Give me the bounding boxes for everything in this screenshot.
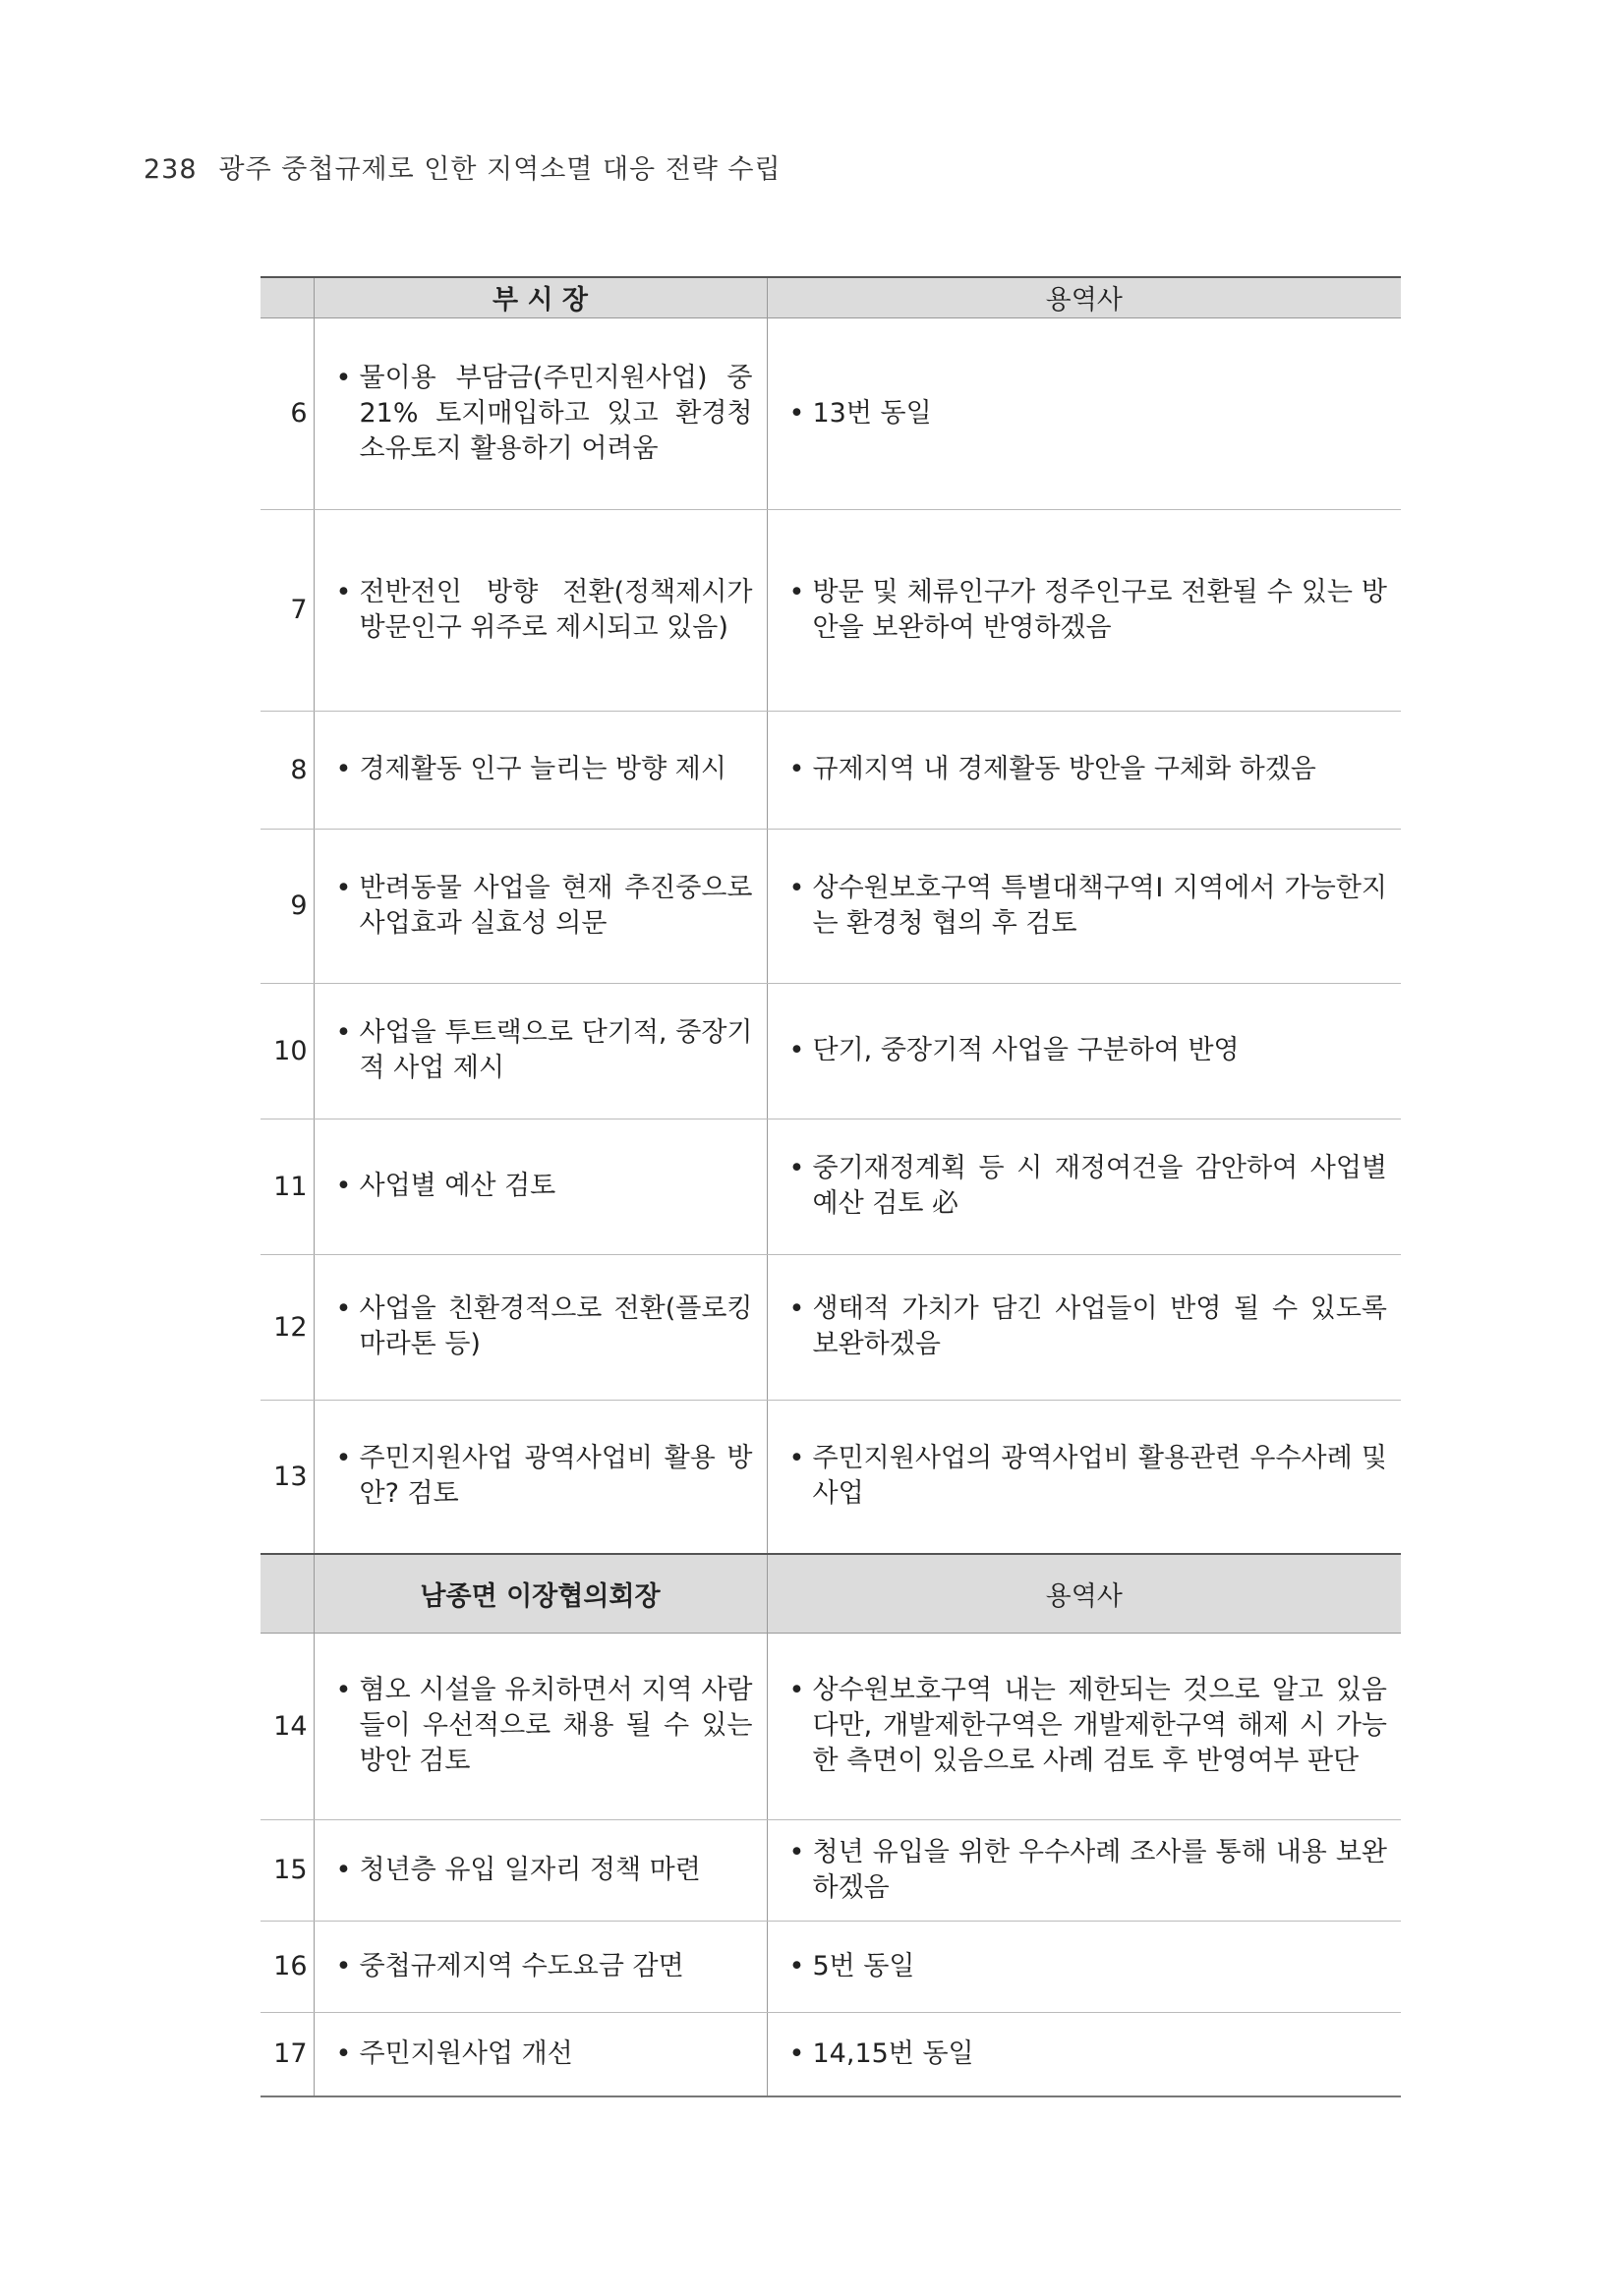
header-speaker: 남종면 이장협의회장 — [314, 1554, 767, 1633]
response-cell — [767, 2012, 1401, 2096]
opinion-cell — [314, 711, 767, 829]
section-header — [261, 1554, 1401, 1633]
opinion-text: 전반전인 방향 전환(정책제시가 방문인구 위주로 제시되고 있음) — [359, 576, 753, 643]
table-row — [261, 1921, 1401, 2012]
bullet-icon: • — [335, 1950, 352, 1981]
bullet-icon: • — [335, 754, 352, 784]
bullet-icon: • — [788, 397, 805, 429]
opinion-text: 주민지원사업 개선 — [359, 2038, 573, 2069]
row-number: 15 — [261, 1819, 314, 1921]
bullet-icon: • — [335, 1293, 352, 1324]
page-number: 238 — [144, 154, 198, 185]
opinion-text: 사업별 예산 검토 — [359, 1171, 556, 1201]
table-row — [261, 1119, 1401, 1254]
bullet-icon: • — [788, 576, 805, 607]
row-number: 8 — [261, 711, 314, 829]
bullet-icon: • — [788, 1153, 805, 1183]
bullet-icon: • — [335, 1443, 352, 1474]
bullet-icon: • — [788, 1035, 805, 1065]
table-row — [261, 509, 1401, 711]
section-header — [261, 277, 1401, 317]
response-text: 5번 동일 — [812, 1950, 915, 1981]
header-respondent: 용역사 — [767, 277, 1401, 317]
table-row — [261, 1400, 1401, 1554]
opinion-cell — [314, 1400, 767, 1554]
opinion-cell — [314, 829, 767, 983]
row-number: 16 — [261, 1921, 314, 2012]
bullet-icon: • — [335, 1675, 352, 1705]
bullet-icon: • — [335, 576, 352, 607]
bullet-icon: • — [335, 362, 352, 393]
table-row — [261, 1819, 1401, 1921]
response-text: 규제지역 내 경제활동 방안을 구체화 하겠음 — [812, 754, 1316, 784]
bullet-icon: • — [788, 1836, 805, 1867]
opinion-text: 청년층 유입 일자리 정책 마련 — [359, 1854, 701, 1885]
opinion-cell — [314, 1254, 767, 1400]
response-text: 14,15번 동일 — [812, 2038, 974, 2069]
response-text: 중기재정계획 등 시 재정여건을 감안하여 사업별 예산 검토 必 — [812, 1153, 1387, 1219]
bullet-icon: • — [788, 1293, 805, 1324]
response-cell — [767, 829, 1401, 983]
running-head — [144, 147, 782, 186]
table-row — [261, 317, 1401, 509]
bullet-icon: • — [788, 2038, 805, 2069]
running-title: 광주 중첩규제로 인한 지역소멸 대응 전략 수립 — [218, 154, 782, 185]
response-text: 주민지원사업의 광역사업비 활용관련 우수사례 및 사업 — [812, 1443, 1387, 1510]
row-number: 9 — [261, 829, 314, 983]
response-cell — [767, 1400, 1401, 1554]
opinion-cell — [314, 983, 767, 1119]
opinion-cell — [314, 1819, 767, 1921]
response-text: 상수원보호구역 특별대책구역Ⅰ 지역에서 가능한지는 환경청 협의 후 검토 — [812, 872, 1387, 939]
response-text: 청년 유입을 위한 우수사례 조사를 통해 내용 보완하겠음 — [812, 1836, 1387, 1903]
bullet-icon: • — [788, 1675, 805, 1705]
response-text: 상수원보호구역 내는 제한되는 것으로 알고 있음 다만, 개발제한구역은 개발제한구역 해제 시 가능한 측면이 있음으로 사례 검토 후 반영여부 판단 — [812, 1675, 1387, 1776]
bullet-icon: • — [788, 1950, 805, 1981]
table-row — [261, 2012, 1401, 2096]
response-text: 방문 및 체류인구가 정주인구로 전환될 수 있는 방안을 보완하여 반영하겠음 — [812, 576, 1387, 643]
bullet-icon: • — [788, 872, 805, 903]
opinion-cell — [314, 1119, 767, 1254]
opinion-text: 경제활동 인구 늘리는 방향 제시 — [359, 754, 726, 784]
bullet-icon: • — [335, 1854, 352, 1885]
opinion-text: 중첩규제지역 수도요금 감면 — [359, 1950, 684, 1981]
response-cell — [767, 1921, 1401, 2012]
response-text: 단기, 중장기적 사업을 구분하여 반영 — [812, 1035, 1240, 1065]
row-number: 14 — [261, 1633, 314, 1819]
table-row — [261, 1633, 1401, 1819]
header-respondent: 용역사 — [767, 1554, 1401, 1633]
table-row — [261, 1254, 1401, 1400]
bullet-icon: • — [788, 1443, 805, 1474]
response-cell — [767, 1633, 1401, 1819]
opinion-text: 사업을 친환경적으로 전환(플로킹 마라톤 등) — [359, 1293, 753, 1359]
opinion-table — [261, 276, 1401, 2097]
response-cell — [767, 317, 1401, 509]
row-number: 7 — [261, 509, 314, 711]
response-text: 생태적 가치가 담긴 사업들이 반영 될 수 있도록 보완하겠음 — [812, 1293, 1387, 1359]
table-row — [261, 711, 1401, 829]
header-number-cell — [261, 1554, 314, 1633]
opinion-cell — [314, 1921, 767, 2012]
opinion-text: 반려동물 사업을 현재 추진중으로 사업효과 실효성 의문 — [359, 872, 753, 939]
bullet-icon: • — [335, 1171, 352, 1201]
row-number: 12 — [261, 1254, 314, 1400]
response-cell — [767, 1819, 1401, 1921]
response-cell — [767, 1119, 1401, 1254]
table-row — [261, 983, 1401, 1119]
opinion-text: 물이용 부담금(주민지원사업) 중 21% 토지매입하고 있고 환경청 소유토지 활용하기 어려움 — [359, 362, 753, 464]
opinion-text: 주민지원사업 광역사업비 활용 방안? 검토 — [359, 1443, 753, 1510]
opinion-text: 혐오 시설을 유치하면서 지역 사람들이 우선적으로 채용 될 수 있는 방안 검토 — [359, 1675, 753, 1776]
response-cell — [767, 983, 1401, 1119]
response-cell — [767, 509, 1401, 711]
bullet-icon: • — [788, 754, 805, 784]
row-number: 6 — [261, 317, 314, 509]
opinion-text: 사업을 투트랙으로 단기적, 중장기적 사업 제시 — [359, 1017, 753, 1083]
bullet-icon: • — [335, 872, 352, 903]
bullet-icon: • — [335, 1017, 352, 1048]
header-number-cell — [261, 277, 314, 317]
row-number: 11 — [261, 1119, 314, 1254]
row-number: 10 — [261, 983, 314, 1119]
opinion-cell — [314, 2012, 767, 2096]
header-speaker: 부 시 장 — [314, 277, 767, 317]
response-text: 13번 동일 — [812, 397, 932, 429]
opinion-cell — [314, 509, 767, 711]
response-cell — [767, 1254, 1401, 1400]
opinion-cell — [314, 317, 767, 509]
response-cell — [767, 711, 1401, 829]
row-number: 17 — [261, 2012, 314, 2096]
row-number: 13 — [261, 1400, 314, 1554]
opinion-cell — [314, 1633, 767, 1819]
bullet-icon: • — [335, 2038, 352, 2069]
table-row — [261, 829, 1401, 983]
